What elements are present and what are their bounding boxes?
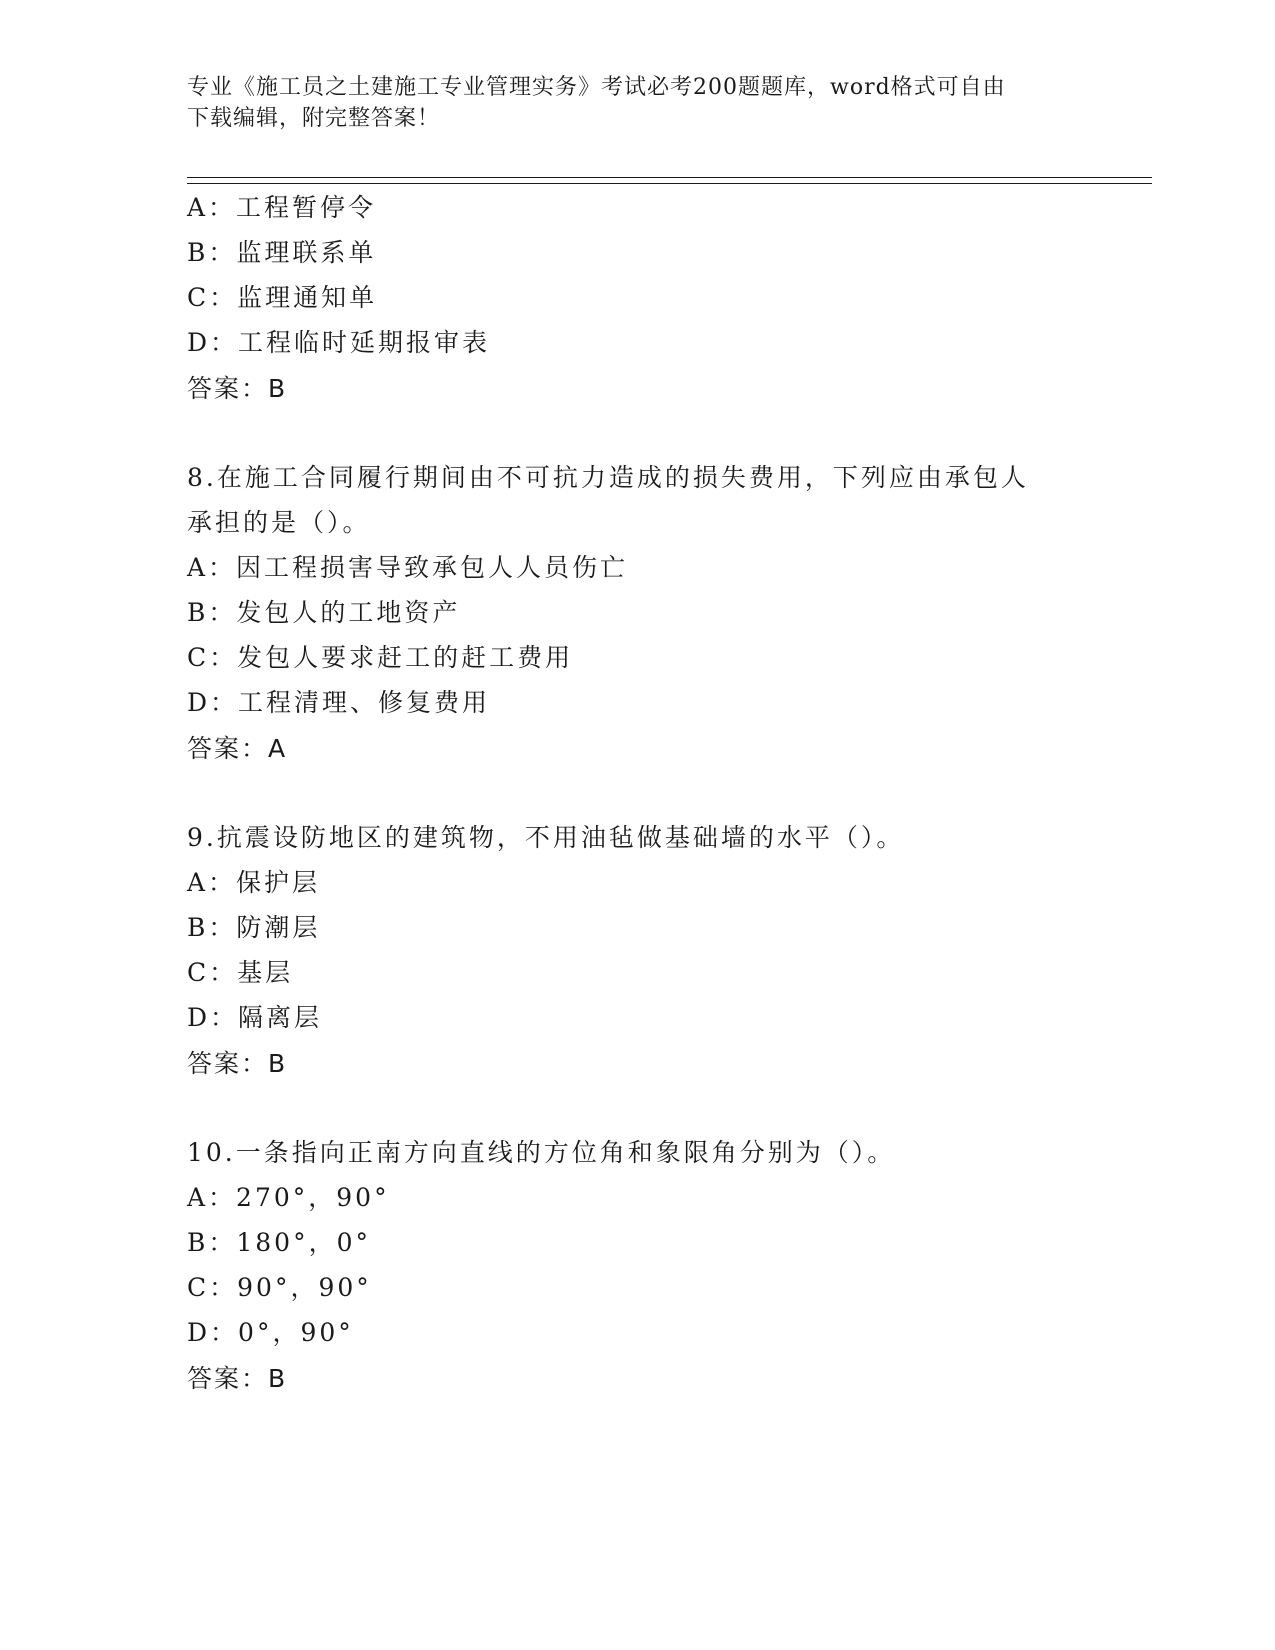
- q7-option-d: D：工程临时延期报审表: [187, 328, 491, 357]
- q7-option-c: C：监理通知单: [187, 283, 378, 312]
- q8-question-line-1: 8.在施工合同履行期间由不可抗力造成的损失费用，下列应由承包人: [187, 463, 1029, 492]
- document-header: [187, 72, 1087, 134]
- q8-option-b: B：发包人的工地资产: [187, 598, 461, 627]
- q10-option-c: C：90°，90°: [187, 1273, 372, 1302]
- q7-option-b: B：监理联系单: [187, 238, 377, 267]
- q10-option-d: D：0°，90°: [187, 1318, 354, 1347]
- q9-option-c: C：基层: [187, 958, 294, 987]
- q7-option-a: A：工程暂停令: [187, 193, 377, 222]
- q9-option-b: B：防潮层: [187, 913, 321, 942]
- q8-option-a: A：因工程损害导致承包人人员伤亡: [187, 553, 629, 582]
- q10-option-a: A：270°，90°: [187, 1183, 390, 1212]
- q8-option-c: C：发包人要求赶工的赶工费用: [187, 643, 574, 672]
- q7-answer: 答案：B: [187, 374, 288, 403]
- q10-option-b: B：180°，0°: [187, 1228, 371, 1257]
- header-divider-top: [187, 177, 1152, 178]
- header-divider-bottom: [187, 183, 1152, 184]
- header-line-2: 下载编辑，附完整答案！: [187, 106, 441, 131]
- q9-question-line-1: 9.抗震设防地区的建筑物，不用油毡做基础墙的水平（）。: [187, 823, 905, 852]
- q8-option-d: D：工程清理、修复费用: [187, 688, 491, 717]
- q9-answer: 答案：B: [187, 1049, 288, 1078]
- q9-option-a: A：保护层: [187, 868, 321, 897]
- q8-question-line-2: 承担的是（）。: [187, 508, 371, 537]
- header-line-1: 专业《施工员之土建施工专业管理实务》考试必考200题题库，word格式可自由: [187, 75, 1006, 100]
- q10-answer: 答案：B: [187, 1364, 288, 1393]
- q10-question-line-1: 10.一条指向正南方向直线的方位角和象限角分别为（）。: [187, 1138, 896, 1167]
- q9-option-d: D：隔离层: [187, 1003, 323, 1032]
- q8-answer: 答案：A: [187, 734, 288, 763]
